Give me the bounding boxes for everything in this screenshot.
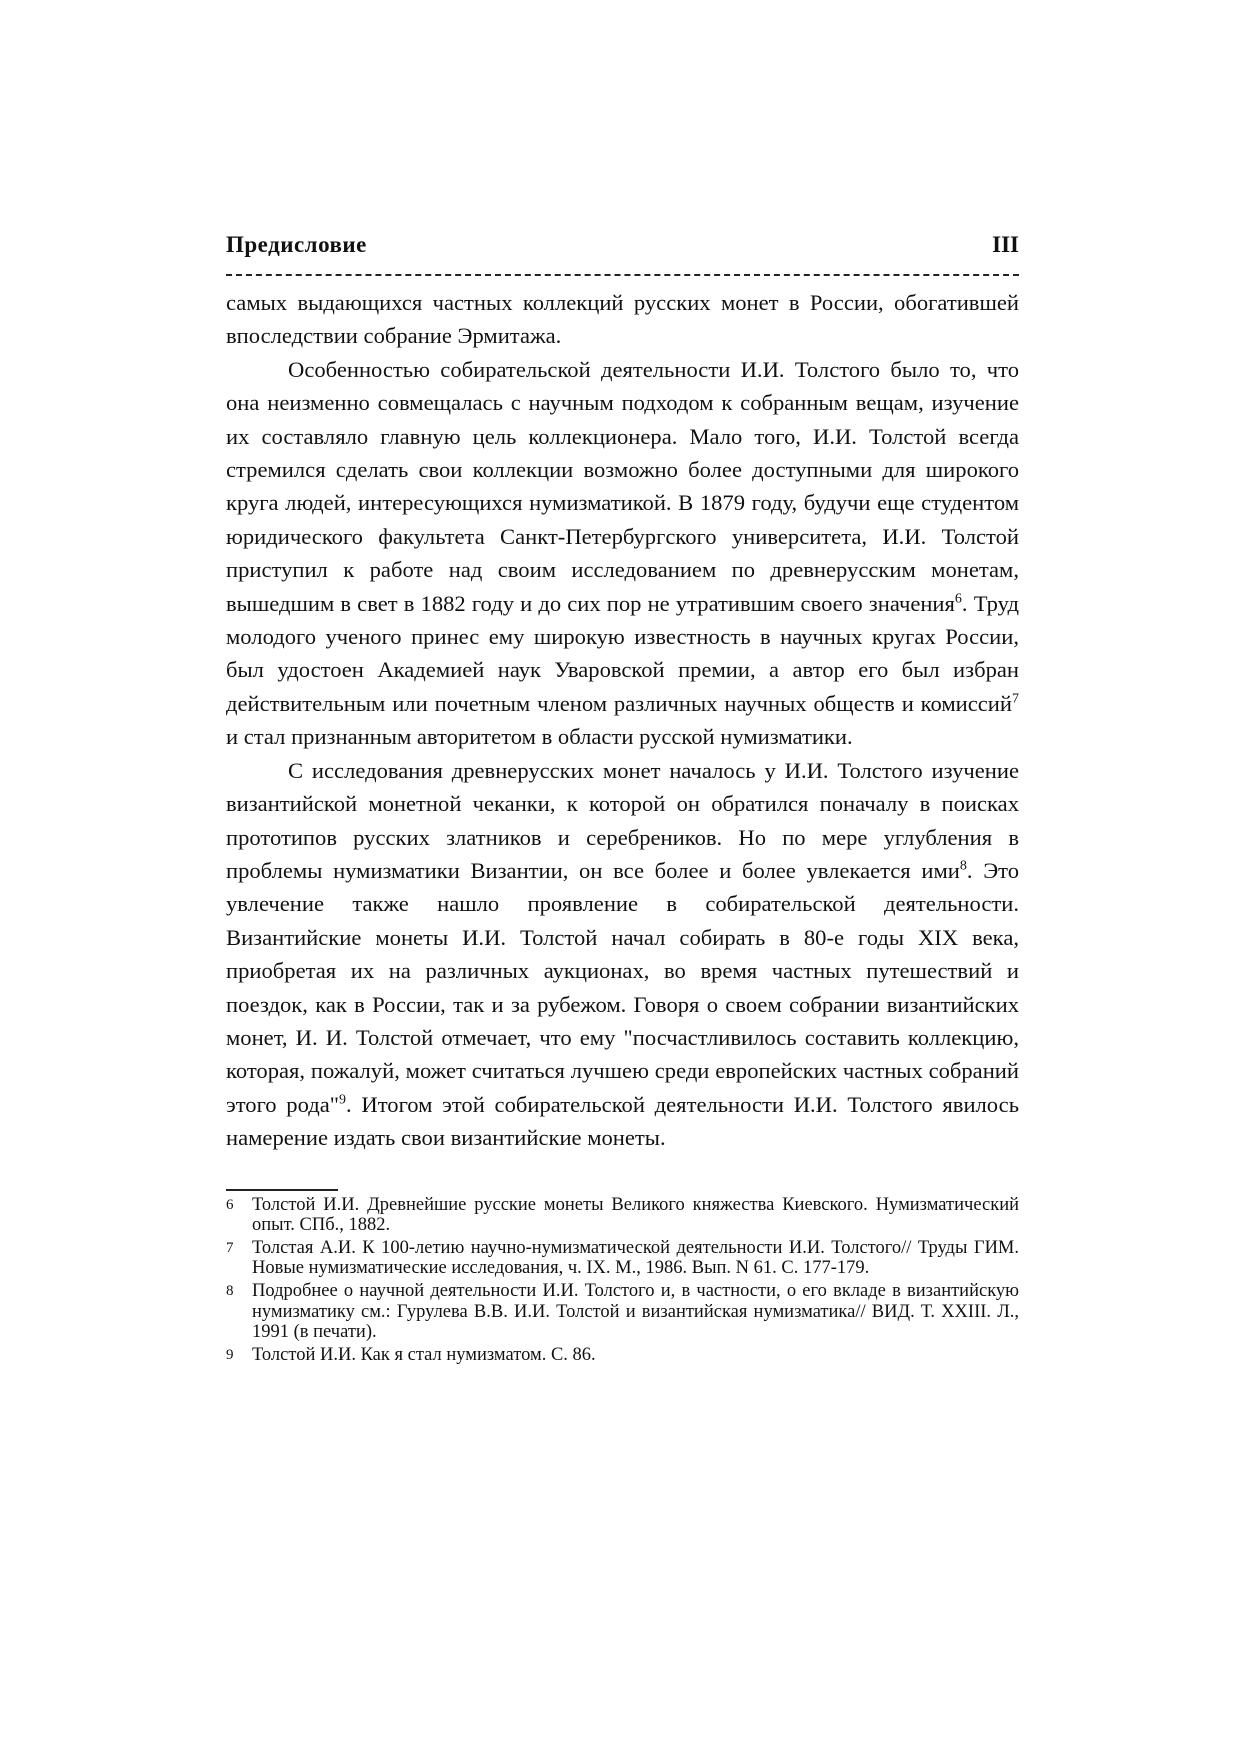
- paragraph-text: . Итогом этой собирательской деятельности И.И. Толстого явилось намерение издать свои византийские монеты.: [226, 1091, 1019, 1151]
- footnote-mark: 7: [226, 1239, 234, 1256]
- book-page: [226, 232, 1019, 1367]
- footnote-reference[interactable]: 9: [339, 1092, 346, 1108]
- paragraph: [226, 754, 1019, 1155]
- paragraph-text: . Труд молодого ученого принес ему широкую известность в научных кругах России, был удостоен Академией наук Уваровской премии, а автор его был избран действительным или почетным членом различных научных обществ и комиссий: [226, 590, 1019, 716]
- footnote-mark: 9: [226, 1346, 234, 1363]
- paragraph-text: С исследования древнерусских монет началось у И.И. Толстого изучение византийской монетной чеканки, к которой он обратился поначалу в поисках прототипов русских златников и серебреников. Но по мере углубления в проблемы нумизматики Византии, он все более и более увлекается ими: [226, 757, 1019, 883]
- footnote-text: Толстой И.И. Как я стал нумизматом. С. 86.: [252, 1344, 596, 1365]
- header-rule: [226, 274, 1019, 276]
- footnote-reference[interactable]: 7: [1012, 691, 1019, 707]
- footnotes: [226, 1195, 1019, 1366]
- footnote-reference[interactable]: 6: [954, 591, 962, 607]
- footnote-text: Подробнее о научной деятельности И.И. Толстого и, в частности, о его вкладе в византийскую нумизматику см.: Гурулева В.В. И.И. Толстой и византийская нумизматика// ВИД. Т. XXIII. Л., 1991 (в печати).: [252, 1280, 1019, 1343]
- body-text: [226, 286, 1019, 1155]
- paragraph-text: Особенностью собирательской деятельности И.И. Толстого было то, что она неизменно совмещалась с научным подходом к собранным вещам, изучение их составляло главную цель коллекционера. Мало того, И.И. Толстой всегда стремился сделать свои коллекции возможно более доступными для широкого круга людей, интересующихся нумизматикой. В 1879 году, будучи еще студентом юридического факультета Санкт-Петербургского университета, И.И. Толстой приступил к работе над своим исследованием по древнерусским монетам, вышедшим в свет в 1882 году и до сих пор не утратившим своего значения: [226, 356, 1019, 616]
- running-head: [226, 232, 1019, 266]
- footnote-mark: 8: [226, 1282, 234, 1299]
- paragraph-text: самых выдающихся частных коллекций русских монет в России, обогатившей впоследствии собрание Эрмитажа.: [226, 290, 1019, 349]
- footnote: [226, 1238, 1019, 1279]
- footnote: [226, 1195, 1019, 1236]
- footnote: [226, 1281, 1019, 1343]
- footnote-text: Толстая А.И. К 100-летию научно-нумизматической деятельности И.И. Толстого// Труды ГИМ. Новые нумизматические исследования, ч. IX. М., 1986. Вып. N 61. С. 177-179.: [252, 1237, 1019, 1279]
- page-number: III: [992, 232, 1019, 257]
- footnote-reference[interactable]: 8: [959, 858, 967, 874]
- footnote: [226, 1345, 1019, 1366]
- paragraph-text: . Это увлечение также нашло проявление в собирательской деятельности. Византийские монеты И.И. Толстой начал собирать в 80-е годы XIX века, приобретая их на различных аукционах, во время частных путешествий и поездок, как в России, так и за рубежом. Говоря о своем собрании византийских монет, И. И. Толстой отмечает, что ему "посчастливилось составить коллекцию, которая, пожалуй, может считаться лучшею среди европейских частных собраний этого рода": [226, 857, 1019, 1117]
- running-title: Предисловие: [226, 232, 367, 257]
- footnote-text: Толстой И.И. Древнейшие русские монеты Великого княжества Киевского. Нумизматический опыт. СПб., 1882.: [252, 1194, 1019, 1236]
- footnote-separator: [226, 1189, 338, 1191]
- paragraph-text: и стал признанным авторитетом в области русской нумизматики.: [226, 724, 853, 750]
- paragraph-continued: [226, 286, 1019, 353]
- footnote-mark: 6: [226, 1196, 234, 1213]
- paragraph: [226, 353, 1019, 754]
